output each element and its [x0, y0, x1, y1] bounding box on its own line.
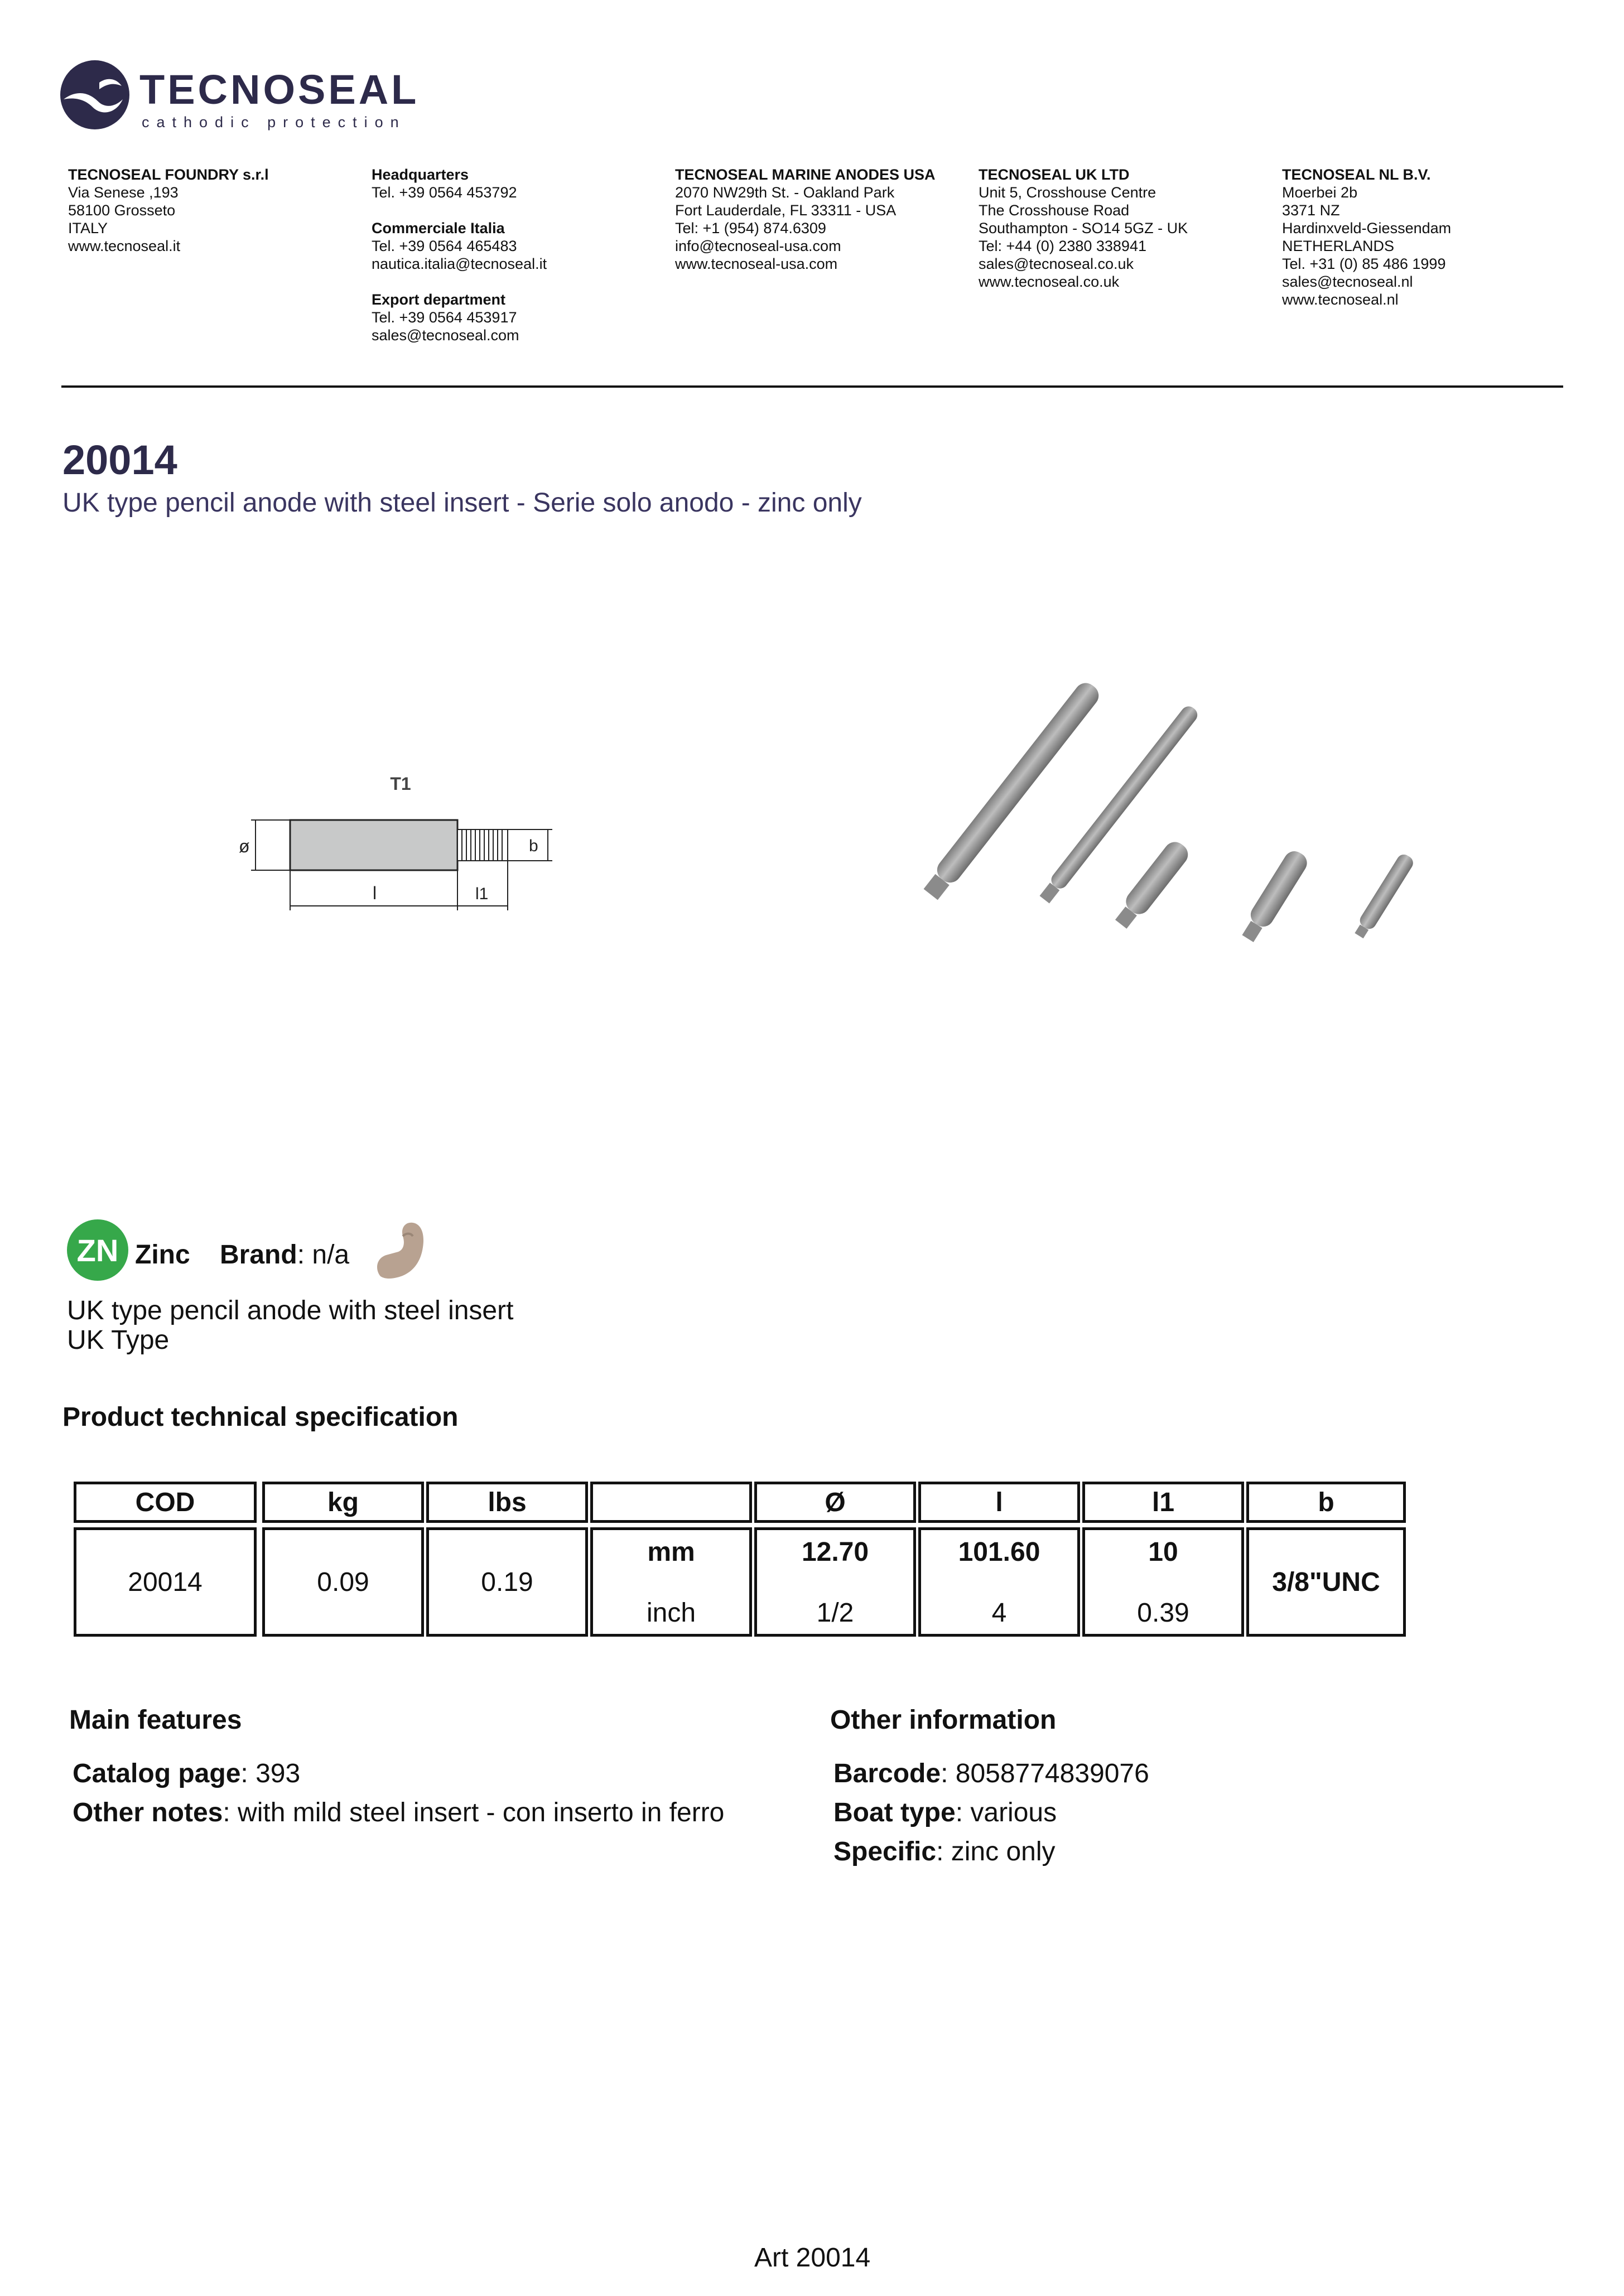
office-line: Moerbei 2b	[1282, 184, 1358, 201]
material-name: Zinc	[135, 1240, 190, 1270]
spec-cell-lbs: 0.19	[426, 1527, 588, 1637]
technical-drawing	[223, 764, 580, 915]
office-line: Hardinxveld-Giessendam	[1282, 220, 1452, 237]
length-label: l	[373, 883, 377, 903]
unit-inch: inch	[646, 1598, 696, 1628]
spec-cell-length	[918, 1527, 1080, 1637]
office-uk	[979, 166, 1188, 291]
office-line: NETHERLANDS	[1282, 238, 1395, 254]
spec-header-unit	[590, 1482, 752, 1523]
office-website-link[interactable]: www.tecnoseal.nl	[1282, 291, 1399, 308]
anode-rod-short-wide	[1111, 837, 1192, 932]
feature-other-notes: Other notes: with mild steel insert - con inserto in ferro	[73, 1798, 725, 1827]
office-line: 58100 Grosseto	[68, 202, 176, 219]
tecnoseal-logo	[60, 60, 440, 133]
length-mm: 101.60	[958, 1537, 1040, 1567]
info-value: various	[970, 1798, 1057, 1827]
office-usa	[675, 166, 936, 273]
other-information-title: Other information	[830, 1705, 1057, 1735]
office-headquarters	[372, 166, 547, 344]
office-line: Tel. +39 0564 453917	[372, 309, 517, 326]
office-website-link[interactable]: www.tecnoseal.it	[68, 238, 181, 254]
spec-table	[74, 1482, 1406, 1638]
spec-header-diameter: Ø	[754, 1482, 916, 1523]
flexed-arm-icon	[369, 1216, 431, 1283]
info-label: Barcode	[833, 1759, 941, 1788]
article-code: 20014	[62, 437, 177, 483]
office-website-link[interactable]: www.tecnoseal-usa.com	[675, 255, 838, 272]
office-email-link[interactable]: sales@tecnoseal.co.uk	[979, 255, 1134, 272]
thread-length-label: l1	[475, 885, 489, 903]
feature-value: 393	[256, 1759, 301, 1788]
office-nl	[1282, 166, 1451, 308]
office-line: Fort Lauderdale, FL 33311 - USA	[675, 202, 897, 219]
office-line: Unit 5, Crosshouse Centre	[979, 184, 1156, 201]
feature-value: with mild steel insert - con inserto in ferro	[238, 1798, 725, 1827]
office-foundry	[68, 166, 269, 255]
office-line: TECNOSEAL MARINE ANODES USA	[675, 166, 936, 183]
spec-header-thread: b	[1246, 1482, 1406, 1523]
spec-cell-thread: 3/8"UNC	[1246, 1527, 1406, 1637]
page-footer: Art 20014	[754, 2243, 871, 2273]
office-email-link[interactable]: sales@tecnoseal.com	[372, 327, 519, 344]
material-line: Zinc Brand: n/a	[135, 1240, 350, 1270]
length-inch: 4	[991, 1598, 1007, 1628]
office-website-link[interactable]: www.tecnoseal.co.uk	[979, 273, 1120, 290]
office-line: The Crosshouse Road	[979, 202, 1130, 219]
spec-cell-diameter	[754, 1527, 916, 1637]
article-subtitle: UK type pencil anode with steel insert - Serie solo anodo - zinc only	[62, 488, 862, 518]
office-line: 2070 NW29th St. - Oakland Park	[675, 184, 895, 201]
info-label: Boat type	[833, 1798, 956, 1827]
brand-label: Brand	[220, 1240, 297, 1270]
office-line: TECNOSEAL NL B.V.	[1282, 166, 1431, 183]
office-line: Via Senese ,193	[68, 184, 179, 201]
description-line-2: UK Type	[67, 1325, 170, 1355]
thread-label: b	[529, 837, 538, 855]
info-barcode: Barcode: 8058774839076	[833, 1759, 1149, 1788]
office-line: TECNOSEAL FOUNDRY s.r.l	[68, 166, 269, 183]
office-line: Commerciale Italia	[372, 220, 505, 237]
anode-body-shape	[290, 820, 457, 870]
spec-heading: Product technical specification	[62, 1402, 459, 1432]
info-value: zinc only	[951, 1837, 1056, 1866]
office-line: Tel: +1 (954) 874.6309	[675, 220, 826, 237]
spec-header-cod: COD	[74, 1482, 257, 1523]
office-line: Headquarters	[372, 166, 469, 183]
logo-wave-icon	[60, 60, 129, 129]
anode-rod-short-medium	[1238, 847, 1311, 945]
logo-wordmark: TECNOSEAL	[139, 66, 420, 113]
spec-cell-unit	[590, 1527, 752, 1637]
header-divider	[61, 385, 1563, 388]
description-line-1: UK type pencil anode with steel insert	[67, 1296, 514, 1325]
drawing-title: T1	[390, 774, 411, 794]
feature-label: Other notes	[73, 1798, 223, 1827]
spec-cell-cod: 20014	[74, 1527, 257, 1637]
office-line: 3371 NZ	[1282, 202, 1340, 219]
office-line: Tel. +39 0564 453792	[372, 184, 517, 201]
zinc-badge-icon: ZN	[67, 1219, 128, 1281]
thread-length-mm: 10	[1148, 1537, 1178, 1567]
office-line: TECNOSEAL UK LTD	[979, 166, 1130, 183]
unit-mm: mm	[647, 1537, 695, 1567]
office-email-link[interactable]: sales@tecnoseal.nl	[1282, 273, 1413, 290]
spec-header-length: l	[918, 1482, 1080, 1523]
feature-catalog-page: Catalog page: 393	[73, 1759, 301, 1788]
product-photo	[848, 675, 1478, 965]
spec-header-kg: kg	[262, 1482, 424, 1523]
office-line: Tel: +44 (0) 2380 338941	[979, 238, 1146, 254]
office-line: Tel. +31 (0) 85 486 1999	[1282, 255, 1446, 272]
info-label: Specific	[833, 1837, 937, 1866]
info-value: 8058774839076	[955, 1759, 1149, 1788]
anode-rod-small	[1352, 852, 1415, 940]
office-line: ITALY	[68, 220, 108, 237]
brand-value: n/a	[312, 1240, 350, 1270]
office-email-link[interactable]: nautica.italia@tecnoseal.it	[372, 255, 547, 272]
feature-label: Catalog page	[73, 1759, 241, 1788]
office-line: Southampton - SO14 5GZ - UK	[979, 220, 1188, 237]
office-line: Export department	[372, 291, 506, 308]
logo-tagline: cathodic protection	[142, 114, 406, 131]
diameter-mm: 12.70	[801, 1537, 869, 1567]
info-specific: Specific: zinc only	[833, 1837, 1056, 1866]
office-line: Tel. +39 0564 465483	[372, 238, 517, 254]
spec-header-thread-length: l1	[1082, 1482, 1244, 1523]
spec-header-lbs: lbs	[426, 1482, 588, 1523]
spec-cell-thread-length	[1082, 1527, 1244, 1637]
main-features-title: Main features	[69, 1705, 242, 1735]
diameter-label: ø	[239, 836, 250, 856]
thread-shape	[457, 829, 508, 861]
office-email-link[interactable]: info@tecnoseal-usa.com	[675, 238, 841, 254]
thread-length-inch: 0.39	[1137, 1598, 1189, 1628]
info-boat-type: Boat type: various	[833, 1798, 1057, 1827]
spec-cell-kg: 0.09	[262, 1527, 424, 1637]
diameter-inch: 1/2	[816, 1598, 854, 1628]
